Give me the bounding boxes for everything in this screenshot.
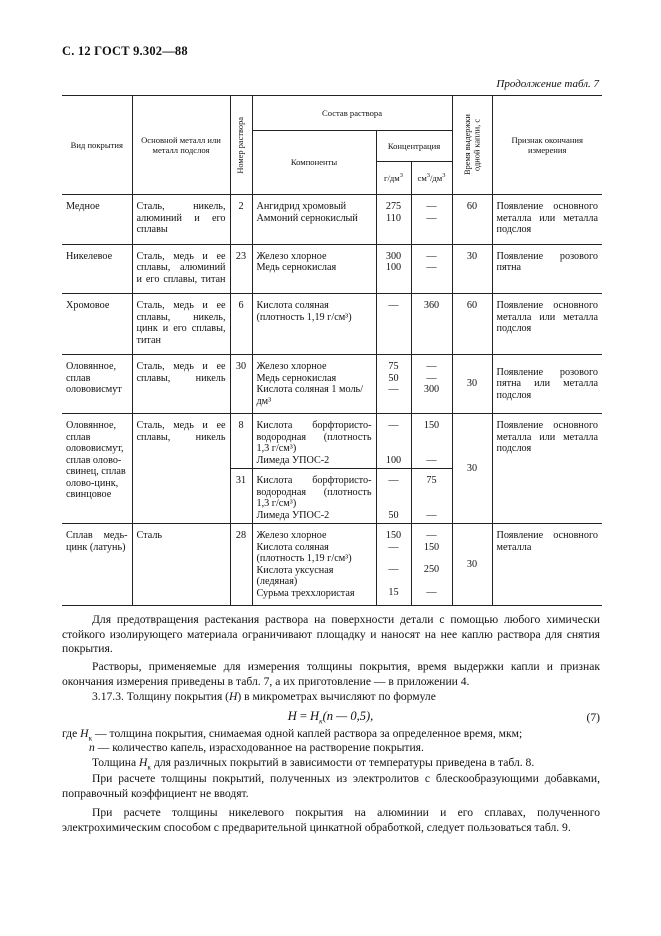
col-header-solution-no: Номер раствора xyxy=(236,116,246,174)
cell-conc-g: 100 xyxy=(385,454,402,466)
cell-end-sign: Появление розового пятна или металла подслоя xyxy=(492,355,602,414)
cell-coating: Хромовое xyxy=(66,300,110,311)
table-row xyxy=(62,524,602,606)
cell-end-sign: Появление основного металла или металла подслоя xyxy=(492,414,602,524)
cell-conc-cm: — xyxy=(426,262,437,273)
cell-end-sign: Появление основного металла или металла подслоя xyxy=(492,294,602,355)
col-header-drop-time: Время выдержки одной капли, с xyxy=(462,114,481,176)
cell-component: Железо хлорное xyxy=(256,530,327,541)
where-line-n: n — количество капель, израсходованное на растворение покрытия. xyxy=(89,741,424,754)
paragraph-brighteners: При расчете толщины покрытий, полученных из электролитов с блескообразующими добавками, поправочный коэффициент не вводят. xyxy=(62,772,600,800)
cell-component: Ангидрид хромовый xyxy=(256,201,347,212)
cell-solution-no: 28 xyxy=(230,524,252,606)
cell-conc-g: 300 xyxy=(385,250,402,262)
cell-conc-g: 110 xyxy=(386,212,401,224)
cell-conc-g: — xyxy=(388,384,399,395)
cell-conc-g: 50 xyxy=(388,509,399,521)
cell-component: Кислота борфтористоводородная (плотность 1,3 г/см³) xyxy=(256,420,372,454)
cell-solution-no: 2 xyxy=(230,195,252,245)
cell-solution-no: 8 xyxy=(230,414,252,469)
paragraph-table-8: Толщина $H_к$ для различных покрытий в зависимости от температуры приведена в табл. 8. xyxy=(92,756,535,772)
cell-component: Лимеда УПОС-2 xyxy=(256,454,330,466)
cell-base: Сталь xyxy=(132,524,230,606)
col-header-coating: Вид покрытия xyxy=(62,96,132,195)
cell-conc-cm: — xyxy=(426,530,437,541)
col-header-concentration: Концентрация xyxy=(376,131,452,162)
table-row xyxy=(62,294,602,355)
where-line-hk: где $H_к$ — толщина покрытия, снимаемая одной каплей раствора за определенное время, мкм; xyxy=(62,727,523,743)
cell-end-sign: Появление основного металла xyxy=(492,524,602,606)
cell-component: Кислота уксусная (ледяная) xyxy=(256,564,334,587)
cell-drop-time: 30 xyxy=(452,414,492,524)
cell-conc-cm: — xyxy=(426,509,437,521)
table-row xyxy=(62,244,602,294)
cell-conc-g: — xyxy=(388,420,399,431)
cell-drop-time: 30 xyxy=(452,524,492,606)
table-7 xyxy=(62,95,602,606)
cell-conc-cm: 150 xyxy=(423,420,440,431)
cell-coating: Оловянное, сплав олововисмут, сплав олово-свинец, сплав олово-цинк, свинцовое xyxy=(62,414,132,524)
cell-coating: Сплав медь-цинк (латунь) xyxy=(66,530,128,553)
cell-conc-cm: 150 xyxy=(423,541,440,553)
col-header-unit-g: $г/дм^3$ xyxy=(376,162,411,195)
cell-base: Сталь, никель, алюминий и его сплавы xyxy=(132,195,230,245)
col-header-base-metal: Основной металл или металл подслоя xyxy=(132,96,230,195)
paragraph-solutions: Растворы, применяемые для измерения толщины покрытия, время выдержки капли и признак окончания измерения приведены в табл. 7, а их приготовление — в приложении 4. xyxy=(62,660,600,688)
cell-drop-time: 60 xyxy=(452,294,492,355)
col-header-components: Компоненты xyxy=(252,131,376,195)
cell-base: Сталь, медь и ее сплавы, никель, цинк и его сплавы, титан xyxy=(132,294,230,355)
col-header-composition: Состав раствора xyxy=(252,96,452,131)
table-row xyxy=(62,414,602,469)
cell-conc-g: 275 xyxy=(385,201,402,212)
col-header-unit-cm: $см^3/дм^3$ xyxy=(411,162,452,195)
paragraph-3-17-3: 3.17.3. Толщину покрытия (H) в микрометрах вычисляют по формуле xyxy=(92,690,436,703)
page-header: С. 12 ГОСТ 9.302—88 xyxy=(62,44,188,58)
cell-conc-cm: 360 xyxy=(411,294,452,355)
cell-conc-g: 50 xyxy=(388,372,399,384)
cell-component: Железо хлорное xyxy=(256,361,327,372)
cell-conc-cm: — xyxy=(426,212,437,224)
table-continuation-label: Продолжение табл. 7 xyxy=(496,78,599,90)
cell-coating: Медное xyxy=(66,201,100,212)
cell-coating: Оловянное, сплав олововисмут xyxy=(66,361,122,395)
cell-conc-g: 15 xyxy=(388,586,399,598)
cell-conc-cm: — xyxy=(426,372,437,384)
cell-conc-g: 100 xyxy=(385,262,402,273)
cell-component: Кислота соляная 1 моль/дм³ xyxy=(256,384,364,407)
cell-conc-cm: — xyxy=(426,361,437,372)
cell-component: Сурьма треххлористая xyxy=(256,587,355,599)
cell-conc-cm: 300 xyxy=(423,384,440,395)
cell-end-sign: Появление основного металла или металла подслоя xyxy=(492,195,602,245)
cell-solution-no: 23 xyxy=(230,244,252,294)
cell-component: Кислота борфтористоводородная (плотность 1,3 г/см³) xyxy=(256,475,372,509)
cell-component: Медь сернокислая xyxy=(256,372,337,384)
cell-conc-cm: — xyxy=(426,201,437,212)
cell-drop-time: 30 xyxy=(452,355,492,414)
cell-solution-no: 6 xyxy=(230,294,252,355)
cell-conc-cm: 250 xyxy=(423,564,440,575)
table-row xyxy=(62,195,602,245)
cell-base: Сталь, медь и ее сплавы, никель xyxy=(132,414,230,524)
cell-drop-time: 30 xyxy=(452,244,492,294)
cell-base: Сталь, медь и ее сплавы, алюминий и его сплавы, титан xyxy=(132,244,230,294)
cell-conc-cm: — xyxy=(426,586,437,598)
cell-solution-no: 31 xyxy=(230,469,252,524)
cell-conc-g: — xyxy=(388,564,399,575)
cell-component: Железо хлорное xyxy=(256,250,327,262)
cell-component: Медь сернокислая xyxy=(256,262,337,273)
cell-coating: Никелевое xyxy=(66,250,113,262)
cell-conc-g: — xyxy=(388,541,399,553)
cell-conc-cm: — xyxy=(426,454,437,466)
cell-conc-cm: 75 xyxy=(426,475,437,486)
cell-drop-time: 60 xyxy=(452,195,492,245)
table-row xyxy=(62,355,602,414)
formula-7: $H = H_к(n$ — 0,5), xyxy=(287,709,374,726)
paragraph-table-9: При расчете толщины никелевого покрытия на алюминии и его сплавах, полученного электрохимическим способом с предварительной цинкатной обработкой, следует пользоваться табл. 9. xyxy=(62,806,600,834)
col-header-end-sign: Признак окончания измерения xyxy=(492,96,602,195)
cell-component: Кислота соляная (плотность 1,19 г/см³) xyxy=(252,294,376,355)
cell-conc-g: — xyxy=(376,294,411,355)
cell-conc-g: — xyxy=(388,475,399,486)
cell-conc-g: 75 xyxy=(388,361,399,372)
cell-base: Сталь, медь и ее сплавы, никель xyxy=(132,355,230,414)
cell-component: Кислота соляная (плотность 1,19 г/см³) xyxy=(256,541,352,564)
cell-conc-cm: — xyxy=(426,250,437,262)
paragraph-isolation: Для предотвращения растекания раствора на поверхности детали с помощью любого химически стойкого изолирующего материала ограничивают площадку и наносят на нее каплю раствора для снятия покрытия. xyxy=(62,613,600,656)
equation-number: (7) xyxy=(586,711,600,724)
cell-conc-g: 150 xyxy=(385,530,402,541)
cell-end-sign: Появление розового пятна xyxy=(492,244,602,294)
cell-component: Лимеда УПОС-2 xyxy=(256,509,330,521)
cell-solution-no: 30 xyxy=(230,355,252,414)
cell-component: Аммоний сернокислый xyxy=(256,212,358,224)
